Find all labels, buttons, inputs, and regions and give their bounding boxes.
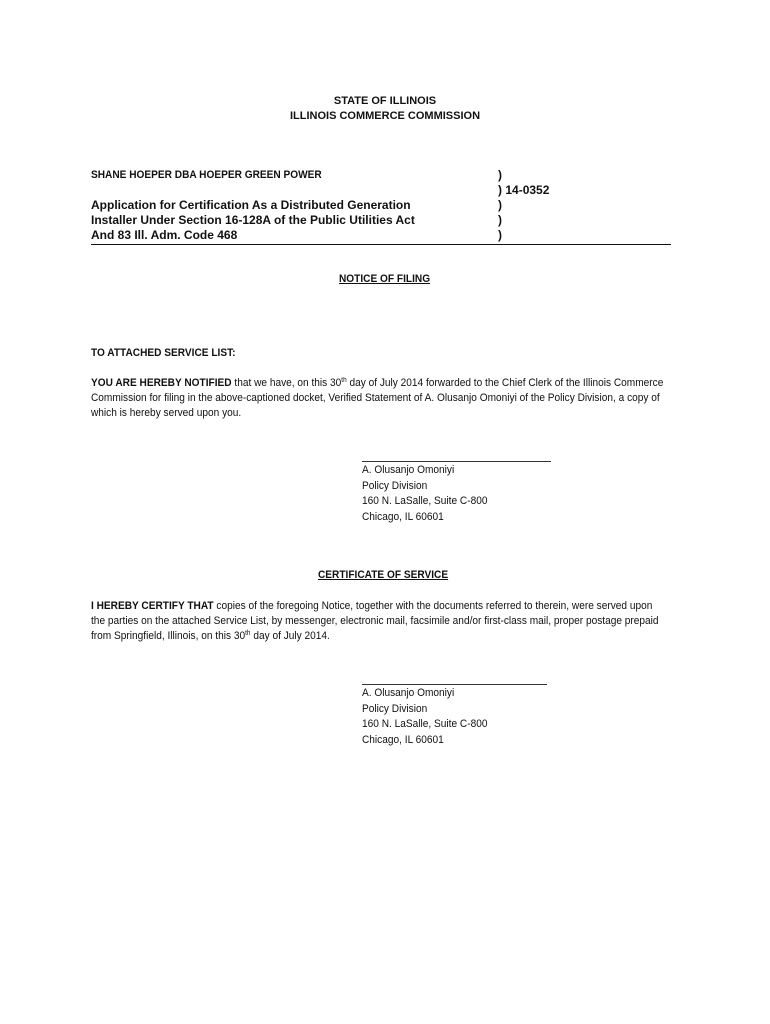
- caption-application-line: Installer Under Section 16-128A of the Public Utilities Act: [91, 213, 415, 227]
- notice-lead: YOU ARE HEREBY NOTIFIED: [91, 377, 232, 389]
- notice-line: Commission for filing in the above-captioned docket, Verified Statement of A. Olusanjo Omoniyi of the Policy Division, a copy of: [91, 392, 660, 404]
- caption-paren: ): [498, 183, 502, 197]
- header-state: STATE OF ILLINOIS: [333, 95, 437, 107]
- certificate-text: from Springfield, Illinois, on this 30: [91, 630, 246, 642]
- certificate-line: [91, 599, 659, 614]
- certificate-line: the parties on the attached Service List, by messenger, electronic mail, facsimile and/or first-class mail, proper postage prepaid: [91, 615, 659, 627]
- certificate-paragraph: [91, 599, 659, 644]
- certificate-lead: I HEREBY CERTIFY THAT: [91, 600, 214, 612]
- notice-text: that we have, on this 30: [231, 377, 342, 389]
- caption-party: SHANE HOEPER DBA HOEPER GREEN POWER: [91, 169, 322, 181]
- caption-docket-row: [498, 183, 549, 198]
- signature-line: [362, 684, 547, 685]
- signer-city: Chicago, IL 60601: [362, 733, 444, 746]
- caption-paren: ): [498, 198, 502, 212]
- signer-name: A. Olusanjo Omoniyi: [362, 464, 455, 476]
- caption-application-line: And 83 Ill. Adm. Code 468: [91, 228, 238, 242]
- certificate-ordinal: th: [245, 630, 251, 637]
- caption-paren: ): [498, 168, 502, 182]
- caption-parens: [498, 168, 549, 243]
- signature-block: [362, 463, 487, 525]
- signer-city: Chicago, IL 60601: [362, 510, 444, 523]
- notice-title: NOTICE OF FILING: [339, 273, 431, 285]
- caption-paren: ): [498, 213, 502, 227]
- signature-block: [362, 686, 487, 748]
- certificate-text: copies of the foregoing Notice, together with the documents referred to therein, were served upon: [213, 600, 653, 612]
- caption-rule: [91, 244, 671, 245]
- caption-application-line: Application for Certification As a Distributed Generation: [91, 198, 411, 212]
- certificate-line: [91, 629, 659, 644]
- notice-paragraph: [91, 376, 663, 421]
- docket-number: 14-0352: [505, 183, 550, 197]
- notice-line: which is hereby served upon you.: [91, 407, 242, 419]
- notice-ordinal: th: [341, 377, 347, 384]
- signer-division: Policy Division: [362, 479, 428, 492]
- signer-division: Policy Division: [362, 702, 428, 715]
- signer-address: 160 N. LaSalle, Suite C-800: [362, 718, 488, 730]
- caption-application: [91, 198, 415, 243]
- notice-line: [91, 376, 663, 391]
- signer-address: 160 N. LaSalle, Suite C-800: [362, 495, 488, 507]
- signature-line: [362, 461, 551, 462]
- header-commission: ILLINOIS COMMERCE COMMISSION: [289, 110, 481, 122]
- notice-addressee: TO ATTACHED SERVICE LIST:: [91, 347, 236, 359]
- certificate-title: CERTIFICATE OF SERVICE: [318, 569, 449, 581]
- signer-name: A. Olusanjo Omoniyi: [362, 687, 455, 699]
- certificate-text: day of July 2014.: [250, 630, 330, 642]
- notice-text: day of July 2014 forwarded to the Chief Clerk of the Illinois Commerce: [346, 377, 664, 389]
- caption-paren: ): [498, 228, 502, 242]
